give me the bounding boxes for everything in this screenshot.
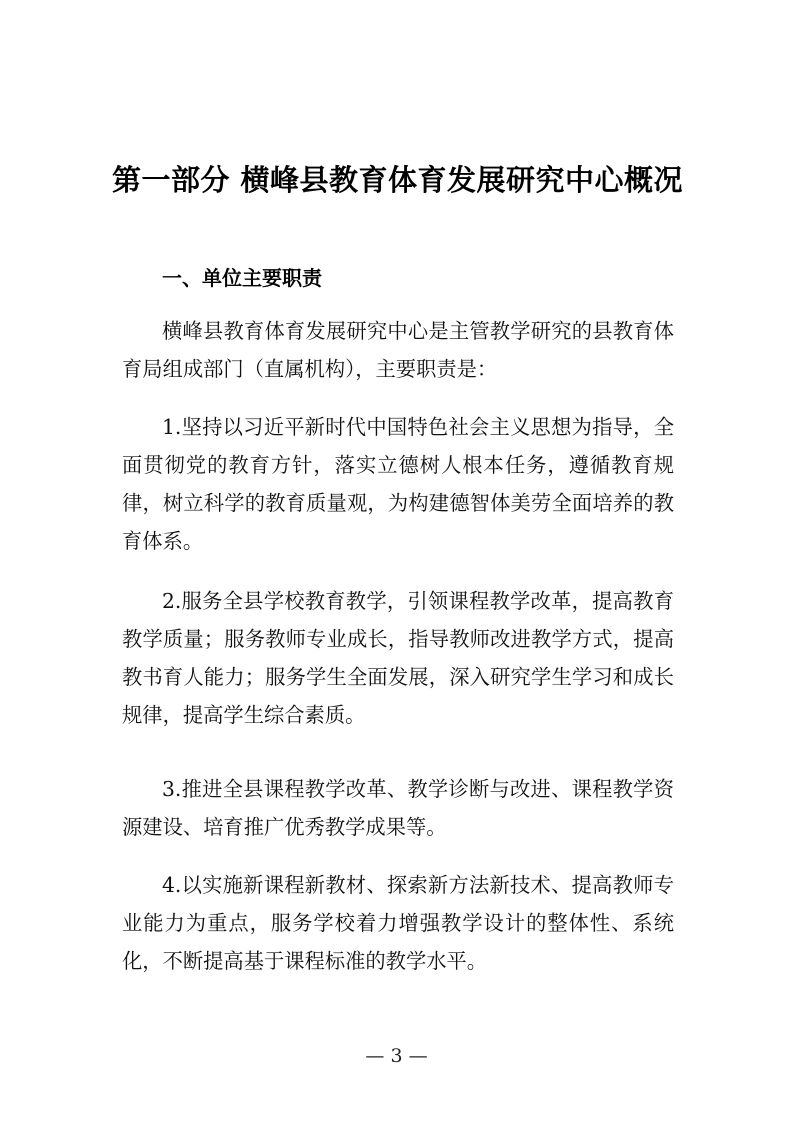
duty-item-4: 4.以实施新课程新教材、探索新方法新技术、提高教师专业能力为重点，服务学校着力增强教学设计的整体性、系统化，不断提高基于课程标准的教学水平。 — [122, 873, 674, 973]
page-number: — 3 — — [365, 1045, 428, 1067]
intro-paragraph: 横峰县教育体育发展研究中心是主管教学研究的县教育体育局组成部门（直属机构），主要职责是： — [122, 319, 674, 381]
duty-item-1: 1.坚持以习近平新时代中国特色社会主义思想为指导，全面贯彻党的教育方针，落实立德树人根本任务，遵循教育规律，树立科学的教育质量观，为构建德智体美劳全面培养的教育体系。 — [122, 415, 674, 553]
duty-item-2: 2.服务全县学校教育教学，引领课程教学改革，提高教育教学质量；服务教师专业成长，指导教师改进教学方式，提高教书育人能力；服务学生全面发展，深入研究学生学习和成长规律，提高学生综合素质。 — [122, 589, 674, 727]
duty-item-3: 3.推进全县课程教学改革、教学诊断与改进、课程教学资源建设、培育推广优秀教学成果等。 — [122, 777, 674, 839]
section-heading: 一、单位主要职责 — [162, 266, 322, 290]
page-title: 第一部分 横峰县教育体育发展研究中心概况 — [111, 163, 684, 198]
